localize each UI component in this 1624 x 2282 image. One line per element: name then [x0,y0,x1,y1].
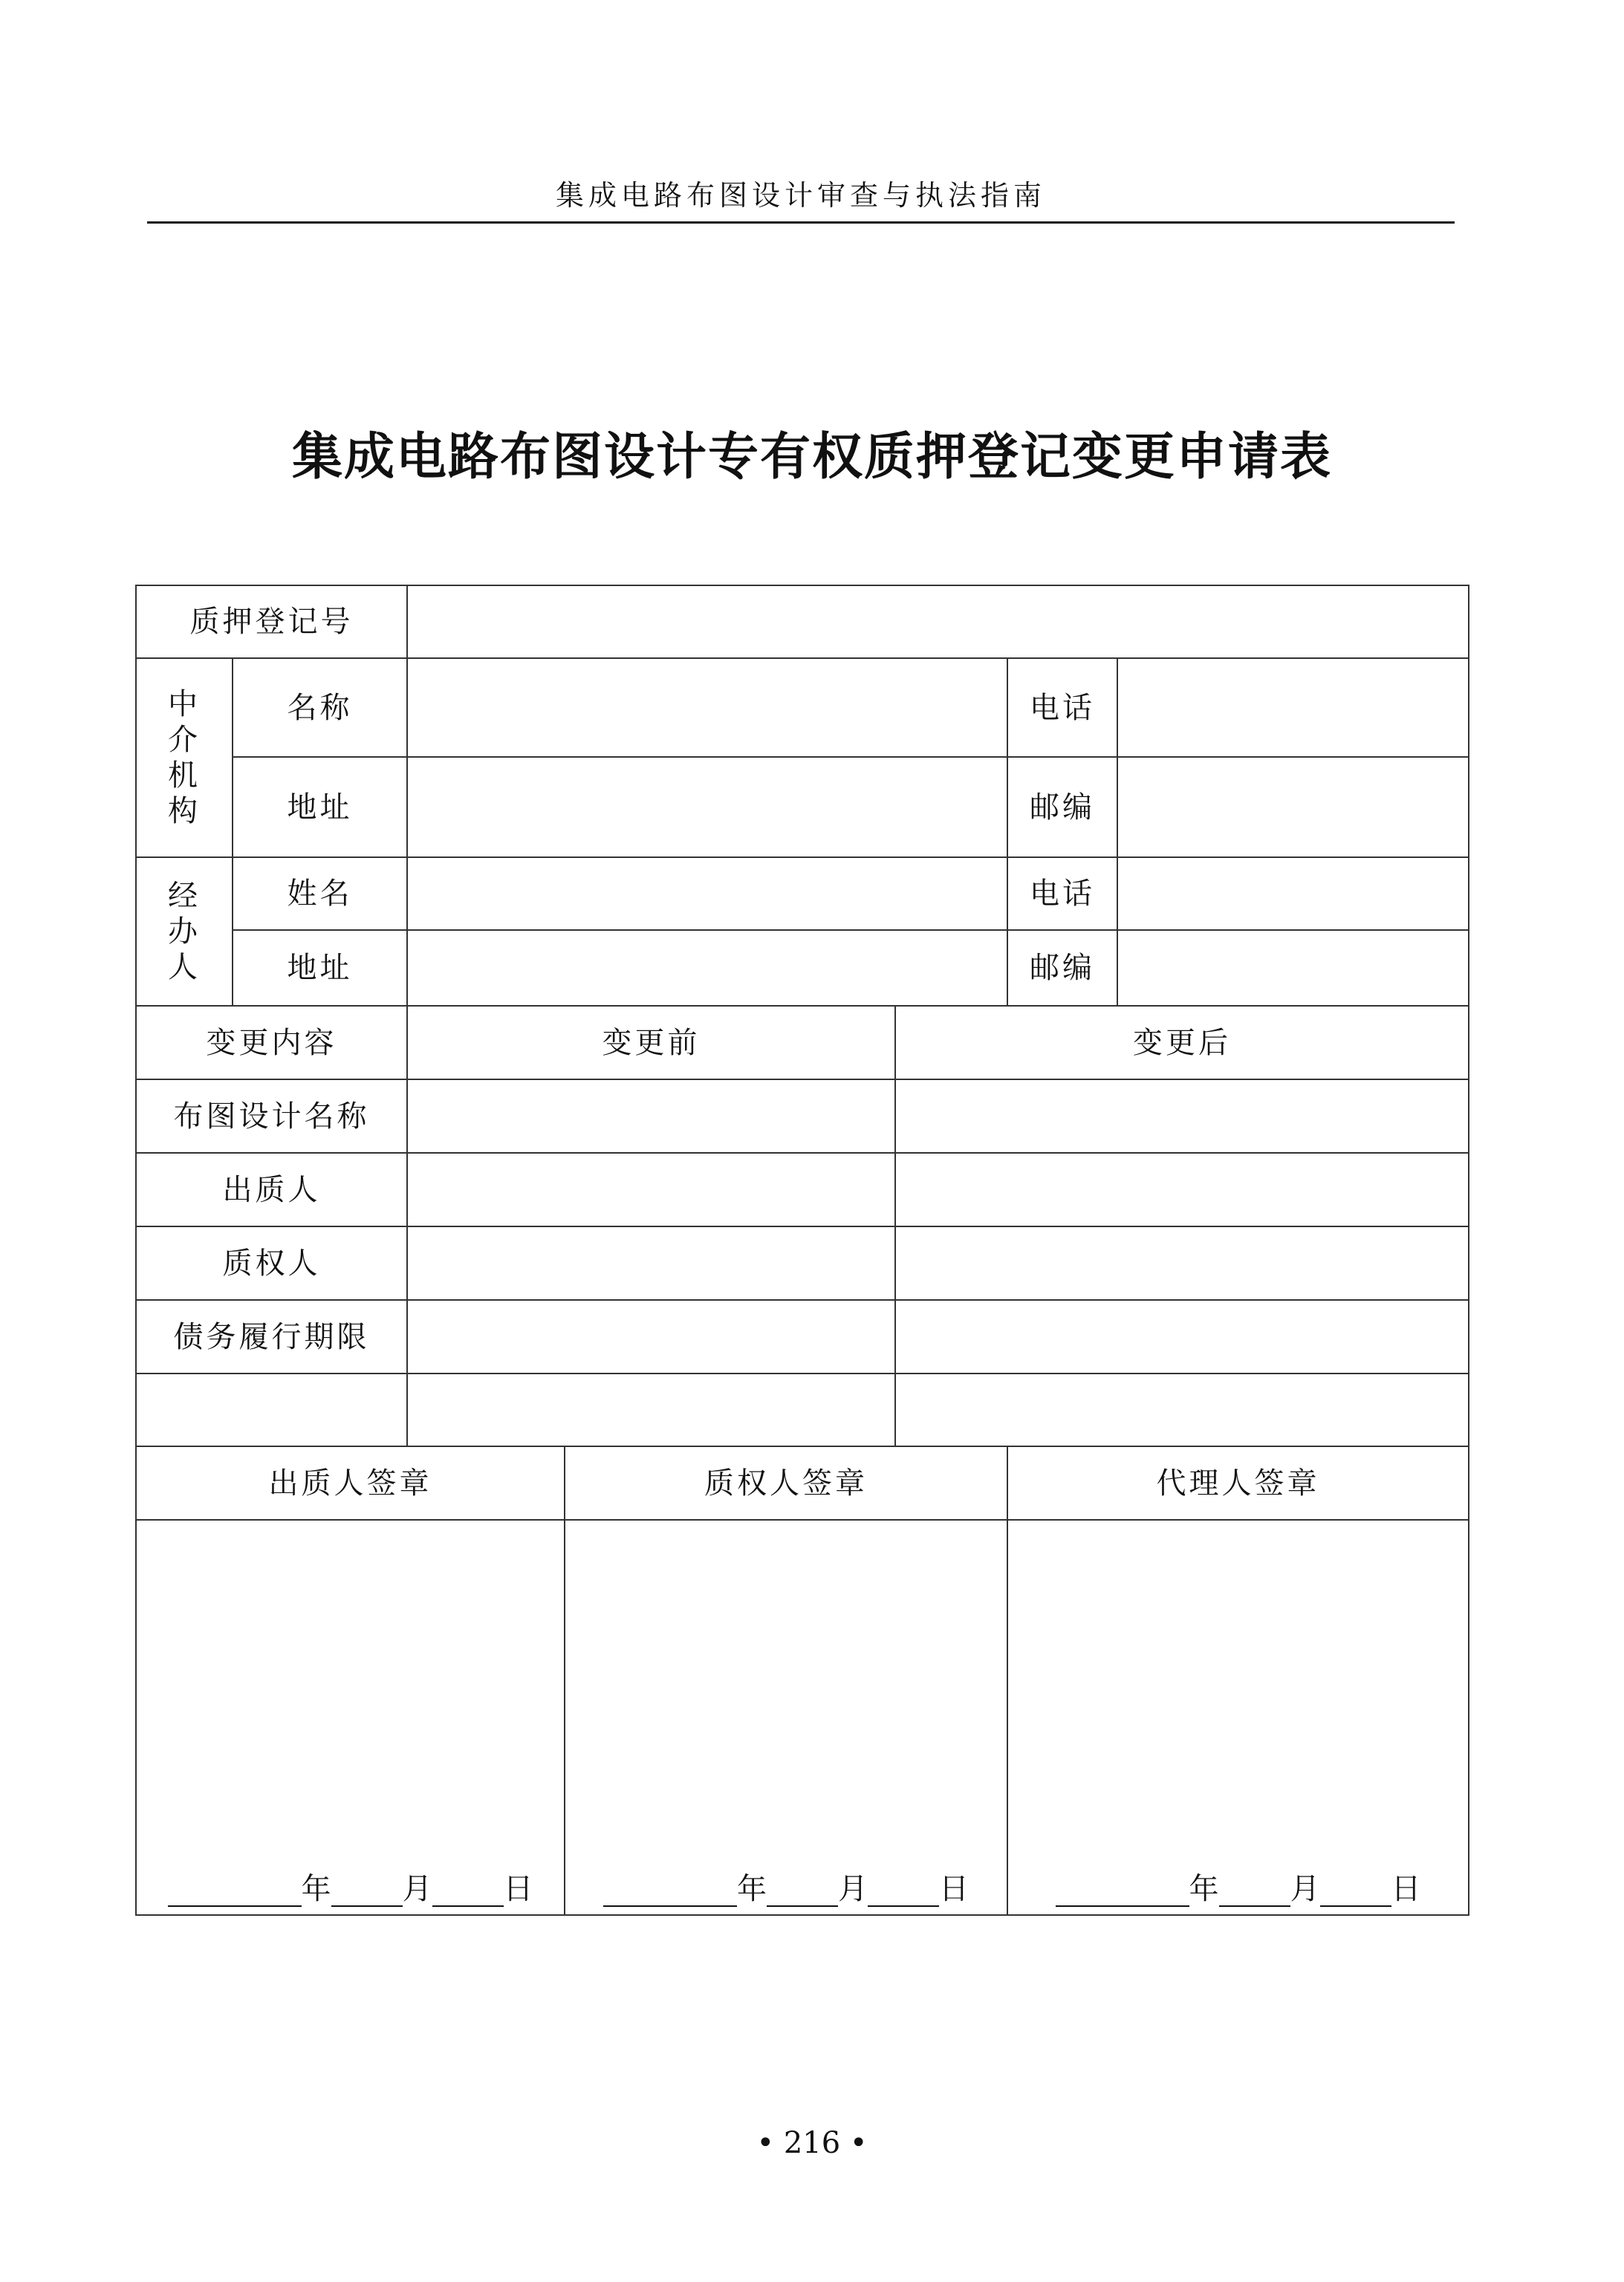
change-row [136,1153,1469,1226]
day-unit: 日 [1391,1872,1421,1906]
change-row-label-blank[interactable] [136,1374,407,1446]
agency-char: 中 [168,687,201,721]
after-change-field[interactable] [895,1079,1469,1153]
handler-address-field[interactable] [407,930,1007,1006]
day-unit: 日 [503,1872,533,1906]
day-blank[interactable] [432,1876,504,1907]
change-row-label: 质权人 [136,1226,407,1300]
month-blank[interactable] [767,1876,838,1907]
month-blank[interactable] [331,1876,403,1907]
change-row-blank [136,1374,1469,1446]
day-blank[interactable] [868,1876,939,1907]
before-change-field[interactable] [407,1226,895,1300]
running-header: 集成电路布图设计审查与执法指南 [555,179,1046,212]
agency-address-row [136,757,1469,857]
handler-group-label [136,857,233,1006]
year-unit: 年 [737,1872,767,1906]
header-rule [147,221,1455,224]
month-unit: 月 [402,1872,432,1906]
pledgor-signature-area[interactable] [136,1520,565,1915]
date-line [565,1871,1007,1907]
signature-header-row [136,1446,1469,1520]
agency-name-row [136,658,1469,757]
application-form [135,585,1469,1916]
handler-phone-field[interactable] [1117,857,1469,930]
pledgee-signature-header: 质权人签章 [565,1446,1007,1520]
handler-char: 经 [168,879,201,913]
agency-address-label: 地址 [233,757,407,857]
change-header-row [136,1006,1469,1079]
date-line [137,1871,564,1907]
change-content-header: 变更内容 [136,1006,407,1079]
handler-char: 人 [168,950,201,984]
day-unit: 日 [939,1872,969,1906]
pledgor-signature-header: 出质人签章 [136,1446,565,1520]
handler-address-row [136,930,1469,1006]
change-row [136,1079,1469,1153]
before-change-field[interactable] [407,1153,895,1226]
agency-postcode-field[interactable] [1117,757,1469,857]
registration-no-label: 质押登记号 [136,585,407,658]
before-change-field[interactable] [407,1300,895,1374]
signature-area-row [136,1520,1469,1915]
handler-name-row [136,857,1469,930]
handler-postcode-label: 邮编 [1007,930,1117,1006]
agency-name-label: 名称 [233,658,407,757]
agency-char: 机 [168,758,201,793]
after-change-field[interactable] [895,1300,1469,1374]
year-blank[interactable] [168,1876,302,1907]
handler-name-label: 姓名 [233,857,407,930]
before-change-field[interactable] [407,1079,895,1153]
agency-phone-label: 电话 [1007,658,1117,757]
handler-char: 办 [168,914,201,949]
year-blank[interactable] [1056,1876,1189,1907]
pledgee-signature-area[interactable] [565,1520,1007,1915]
agency-phone-field[interactable] [1117,658,1469,757]
agency-address-field[interactable] [407,757,1007,857]
agency-name-field[interactable] [407,658,1007,757]
agent-signature-area[interactable] [1007,1520,1469,1915]
after-change-field[interactable] [895,1374,1469,1446]
page-title: 集成电路布图设计专有权质押登记变更申请表 [291,427,1332,487]
month-unit: 月 [1290,1872,1320,1906]
agency-group-label [136,658,233,857]
year-blank[interactable] [603,1876,737,1907]
month-unit: 月 [838,1872,868,1906]
agency-postcode-label: 邮编 [1007,757,1117,857]
change-row-label: 债务履行期限 [136,1300,407,1374]
year-unit: 年 [1189,1872,1219,1906]
change-row-label: 出质人 [136,1153,407,1226]
agency-char: 构 [168,794,201,828]
handler-phone-label: 电话 [1007,857,1117,930]
change-row [136,1226,1469,1300]
change-row-label: 布图设计名称 [136,1079,407,1153]
date-line [1008,1871,1468,1907]
after-change-field[interactable] [895,1153,1469,1226]
handler-name-field[interactable] [407,857,1007,930]
after-change-field[interactable] [895,1226,1469,1300]
registration-row [136,585,1469,658]
month-blank[interactable] [1219,1876,1290,1907]
handler-postcode-field[interactable] [1117,930,1469,1006]
page-number: • 216 • [756,2126,868,2160]
change-row [136,1300,1469,1374]
agency-char: 介 [168,723,201,757]
year-unit: 年 [301,1872,331,1906]
day-blank[interactable] [1320,1876,1391,1907]
before-change-header: 变更前 [407,1006,895,1079]
agent-signature-header: 代理人签章 [1007,1446,1469,1520]
handler-address-label: 地址 [233,930,407,1006]
registration-no-field[interactable] [407,585,1469,658]
before-change-field[interactable] [407,1374,895,1446]
after-change-header: 变更后 [895,1006,1469,1079]
